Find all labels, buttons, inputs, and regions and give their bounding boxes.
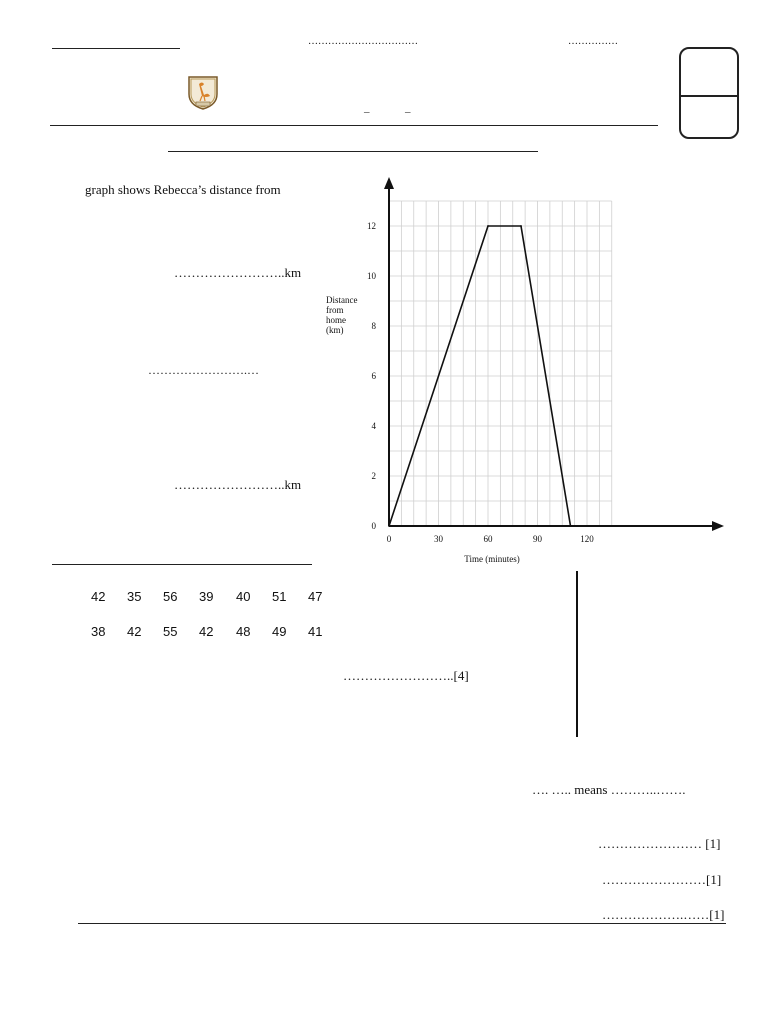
x-tick-label: 60 [483, 534, 493, 544]
data-value: 49 [272, 624, 287, 639]
question3-answer-1[interactable]: …………………… [1] [598, 836, 721, 851]
header-dots-right: …………… [568, 36, 618, 47]
header-rule [50, 125, 658, 126]
y-axis-label: home [326, 315, 346, 325]
y-tick-label: 2 [371, 471, 376, 481]
header-dots-middle: …………………………… [308, 36, 418, 47]
score-box [679, 47, 739, 139]
y-tick-label: 4 [371, 421, 376, 431]
question1-answer-c[interactable]: ……………………..km [174, 477, 302, 492]
data-value: 55 [163, 624, 178, 639]
title-underline [168, 151, 538, 152]
y-tick-label: 6 [371, 371, 376, 381]
data-value: 38 [91, 624, 106, 639]
vertical-divider [576, 571, 578, 737]
header-dash-left: – [364, 106, 370, 118]
data-value: 42 [199, 624, 214, 639]
data-value: 42 [127, 624, 142, 639]
question1-answer-a[interactable]: ……………………..km [174, 265, 302, 280]
data-value: 39 [199, 589, 214, 604]
data-value: 48 [236, 624, 251, 639]
footer-rule [78, 923, 726, 924]
x-axis-label: Time (minutes) [464, 554, 520, 564]
question2-answer[interactable]: ……………………..[4] [343, 668, 469, 683]
x-tick-label: 120 [580, 534, 594, 544]
question1-answer-b[interactable]: …………………….… [148, 363, 259, 377]
data-point [388, 525, 390, 527]
header-dash-right: – [405, 106, 411, 118]
y-axis-label: from [326, 305, 344, 315]
y-tick-label: 10 [367, 271, 376, 281]
x-tick-label: 30 [434, 534, 443, 544]
y-tick-label: 12 [367, 221, 376, 231]
question3-means-line[interactable]: …. ….. means ………..……. [532, 782, 686, 797]
question3-answer-3[interactable]: ……………….……[1] [602, 907, 725, 922]
data-value: 51 [272, 589, 287, 604]
y-tick-label: 8 [371, 321, 376, 331]
data-value: 35 [127, 589, 142, 604]
distance-time-chart [318, 172, 730, 568]
x-axis-arrow [712, 521, 724, 531]
school-crest-logo [186, 74, 220, 110]
y-axis-label: Distance [326, 295, 358, 305]
question3-answer-2[interactable]: ……………………[1] [602, 872, 722, 887]
y-axis-arrow [384, 177, 394, 189]
data-value: 41 [308, 624, 323, 639]
data-value: 56 [163, 589, 178, 604]
x-tick-label: 90 [533, 534, 542, 544]
data-value: 47 [308, 589, 323, 604]
data-point [487, 225, 489, 227]
name-underline [52, 48, 180, 49]
question1-intro: graph shows Rebecca’s distance from [85, 182, 281, 197]
data-point [520, 225, 522, 227]
y-axis-label: (km) [326, 325, 344, 335]
data-value: 42 [91, 589, 106, 604]
data-point [570, 525, 572, 527]
x-tick-label: 0 [386, 534, 392, 544]
y-tick-label: 0 [371, 521, 376, 531]
section-divider [52, 564, 312, 565]
data-value: 40 [236, 589, 251, 604]
score-box-divider [681, 95, 737, 97]
